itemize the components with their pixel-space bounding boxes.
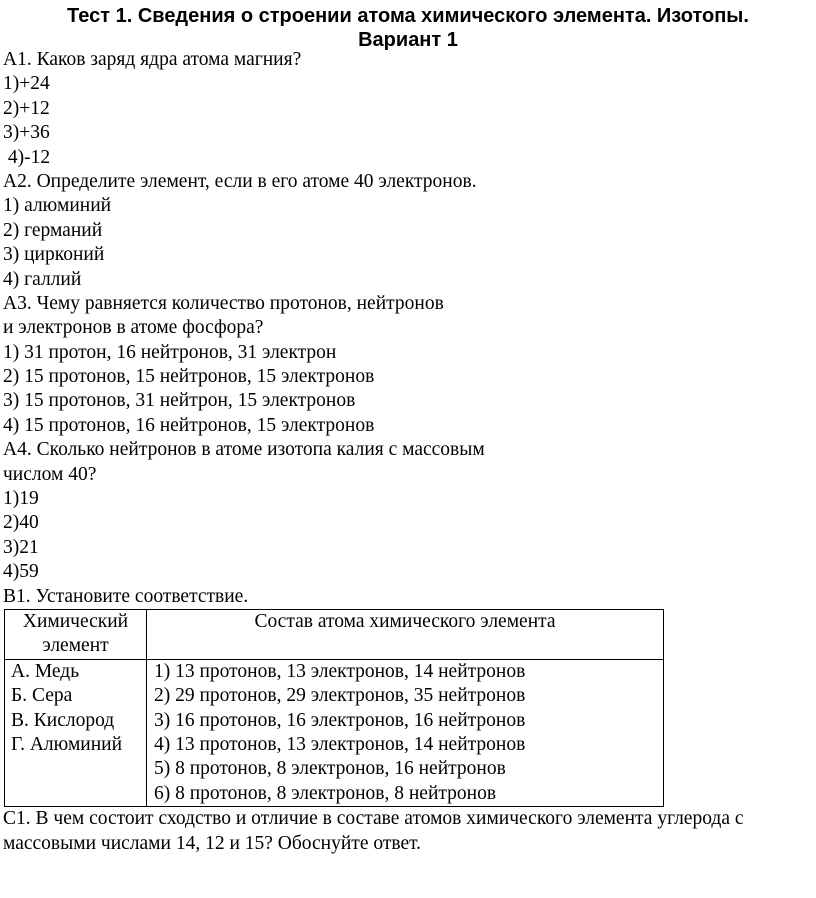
- composition-item: 1) 13 протонов, 13 электронов, 14 нейтронов: [154, 660, 526, 682]
- element-item: Б. Сера: [11, 685, 73, 707]
- text-line: 4) галлий: [3, 268, 82, 290]
- table-header-row: [5, 609, 664, 659]
- test-title: Тест 1. Сведения о строении атома химического элемента. Изотопы.: [67, 5, 749, 27]
- variant-title: Вариант 1: [358, 29, 458, 51]
- text-line: 2)40: [3, 512, 39, 534]
- text-line: А2. Определите элемент, если в его атоме 40 электронов.: [3, 170, 477, 192]
- c1-question-line2: массовыми числами 14, 12 и 15? Обоснуйте ответ.: [3, 832, 422, 854]
- table-body-row: [5, 659, 664, 806]
- text-line: 3)21: [3, 536, 39, 558]
- header-composition: [147, 609, 664, 659]
- header-element-line1: Химический: [22, 610, 129, 632]
- c1-question-line1: С1. В чем состоит сходство и отличие в составе атомов химического элемента углерода с: [3, 808, 744, 830]
- composition-item: 6) 8 протонов, 8 электронов, 8 нейтронов: [154, 782, 497, 804]
- composition-item: 3) 16 протонов, 16 электронов, 16 нейтронов: [154, 709, 526, 731]
- text-line: А3. Чему равняется количество протонов, нейтронов: [3, 292, 444, 314]
- composition-item: 4) 13 протонов, 13 электронов, 14 нейтронов: [154, 733, 526, 755]
- text-line: 3)+36: [3, 122, 50, 144]
- element-item: А. Медь: [11, 660, 80, 682]
- text-line: 1) 31 протон, 16 нейтронов, 31 электрон: [3, 341, 337, 363]
- test-body: [3, 48, 813, 856]
- matching-table: [4, 609, 664, 807]
- composition-column: [147, 659, 664, 806]
- text-line: 1) алюминий: [3, 195, 112, 217]
- element-item: Г. Алюминий: [11, 733, 123, 755]
- text-line: В1. Установите соответствие.: [3, 585, 249, 607]
- text-line: 1)+24: [3, 73, 50, 95]
- text-line: числом 40?: [3, 463, 97, 485]
- text-line: 3) 15 протонов, 31 нейтрон, 15 электронов: [3, 390, 356, 412]
- text-line: 4) 15 протонов, 16 нейтронов, 15 электронов: [3, 414, 375, 436]
- header-composition-text: Состав атома химического элемента: [254, 610, 556, 632]
- text-line: 4)-12: [3, 146, 51, 168]
- text-line: А4. Сколько нейтронов в атоме изотопа калия с массовым: [3, 439, 485, 461]
- text-line: и электронов в атоме фосфора?: [3, 317, 264, 339]
- element-item: В. Кислород: [11, 709, 115, 731]
- header-element-line2: элемент: [42, 635, 109, 657]
- elements-column: [5, 659, 147, 806]
- header-element: [5, 609, 147, 659]
- text-line: 1)19: [3, 488, 39, 510]
- composition-item: 2) 29 протонов, 29 электронов, 35 нейтронов: [154, 685, 526, 707]
- text-line: А1. Каков заряд ядра атома магния?: [3, 49, 302, 70]
- text-line: 2) германий: [3, 219, 103, 241]
- text-line: 3) цирконий: [3, 244, 105, 266]
- text-line: 2) 15 протонов, 15 нейтронов, 15 электронов: [3, 366, 375, 388]
- composition-item: 5) 8 протонов, 8 электронов, 16 нейтронов: [154, 758, 506, 780]
- text-line: 2)+12: [3, 97, 50, 119]
- text-line: 4)59: [3, 561, 39, 583]
- questions-block: [3, 48, 813, 609]
